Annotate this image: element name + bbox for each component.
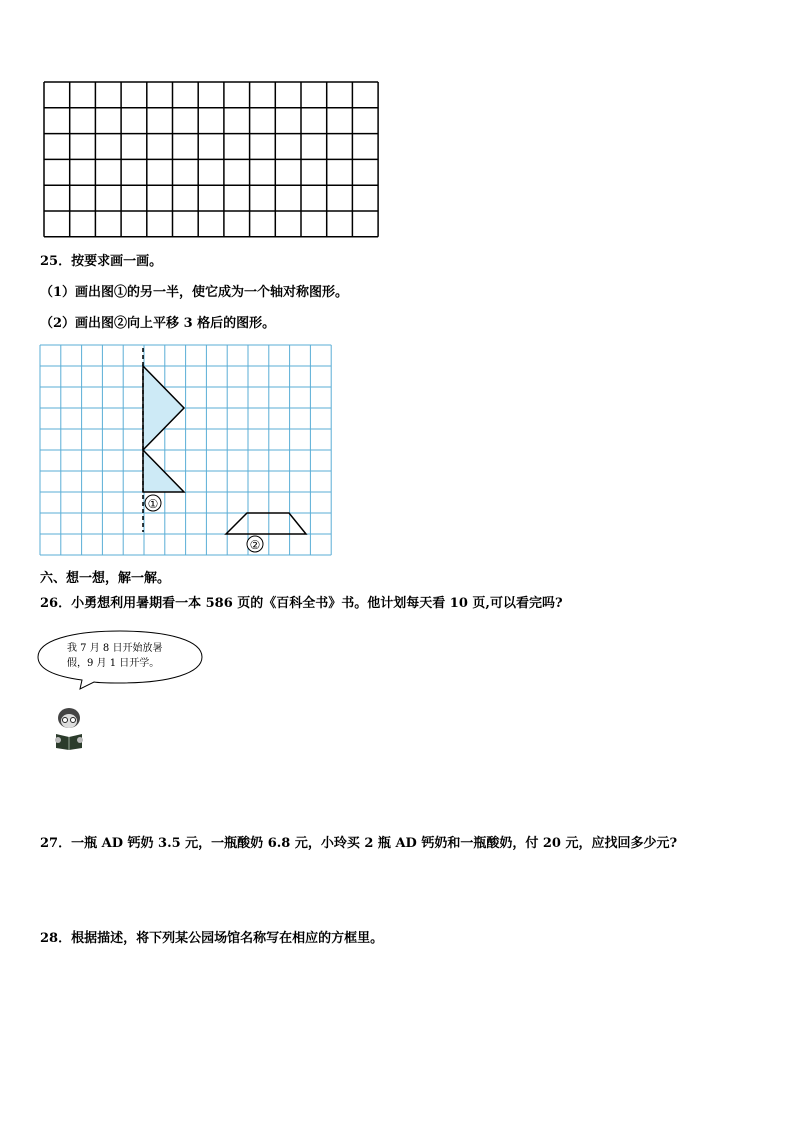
figure-2-trapezoid: [226, 513, 306, 534]
bubble-line-1: 我 7 月 8 日开始放暑: [67, 643, 163, 654]
figure-2-label: [247, 536, 263, 552]
symmetry-translation-grid: [0, 340, 794, 560]
bubble-line-2: 假，9 月 1 日开学。: [67, 658, 160, 669]
svg-text:①: ①: [147, 497, 159, 511]
question-25-part-1: （1）画出图①的另一半，使它成为一个轴对称图形。: [40, 285, 349, 300]
blank-drawing-grid: [0, 0, 794, 250]
question-28-text: 28．根据描述，将下列某公园场馆名称写在相应的方框里。: [40, 931, 384, 946]
svg-text:②: ②: [249, 538, 261, 552]
figure-1-label: [145, 495, 161, 511]
question-25-heading: 25．按要求画一画。: [40, 254, 163, 269]
question-26-text: 26．小勇想利用暑期看一本 586 页的《百科全书》书。他计划每天看 10 页,可以看完吗?: [40, 596, 563, 611]
speech-bubble-text: [67, 641, 187, 671]
reading-person-icon: [50, 706, 88, 752]
section-6-heading: 六、想一想，解一解。: [40, 571, 171, 586]
question-25-part-2: （2）画出图②向上平移 3 格后的图形。: [40, 316, 276, 331]
question-27-text: 27．一瓶 AD 钙奶 3.5 元，一瓶酸奶 6.8 元，小玲买 2 瓶 AD 钙奶和一瓶酸奶，付 20 元，应找回多少元?: [40, 836, 678, 851]
